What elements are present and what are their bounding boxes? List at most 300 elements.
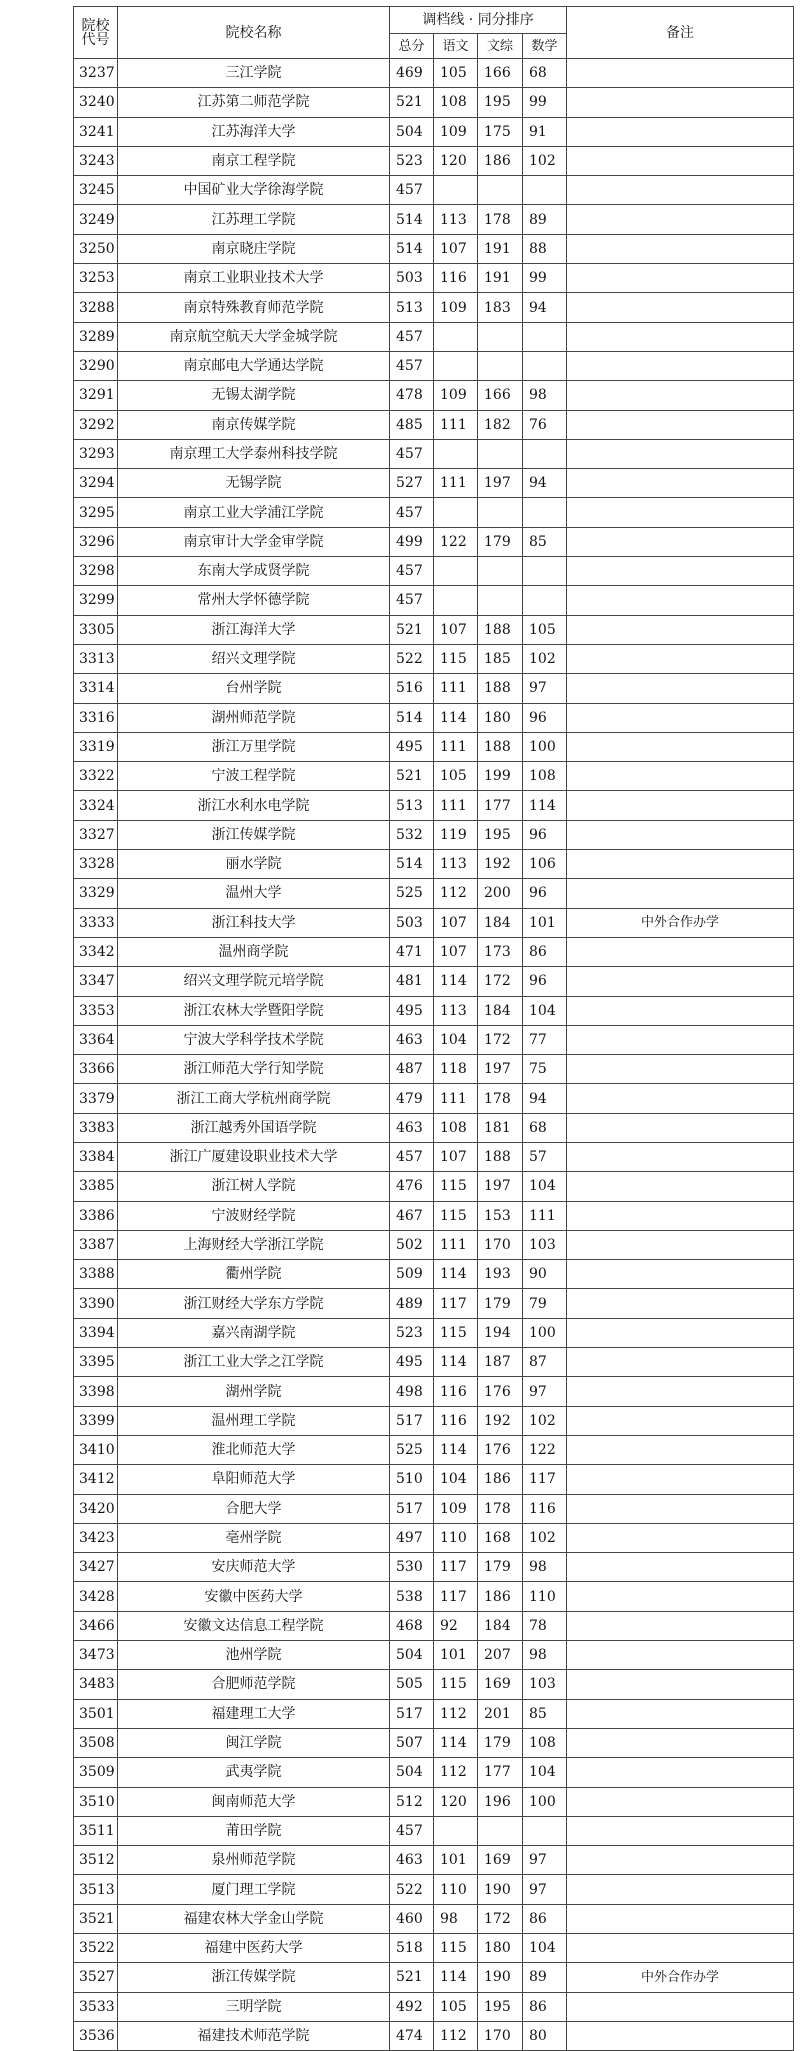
row-comprehensive: 166: [478, 381, 523, 410]
row-comprehensive: 199: [478, 762, 523, 791]
row-total: 479: [390, 1084, 434, 1113]
table-row: [74, 439, 794, 468]
row-name: 嘉兴南湖学院: [118, 1318, 390, 1347]
row-code: 3250: [74, 234, 118, 263]
row-chinese: 114: [434, 1728, 478, 1757]
table-row: [74, 1260, 794, 1289]
row-code: 3466: [74, 1611, 118, 1640]
row-math: 94: [523, 1084, 567, 1113]
row-comprehensive: 177: [478, 1758, 523, 1787]
row-name: 上海财经大学浙江学院: [118, 1230, 390, 1259]
row-chinese: 114: [434, 1260, 478, 1289]
row-math: [523, 439, 567, 468]
row-code: 3536: [74, 2021, 118, 2050]
row-code: 3237: [74, 59, 118, 88]
row-math: 103: [523, 1230, 567, 1259]
row-math: 110: [523, 1582, 567, 1611]
row-name: 浙江传媒学院: [118, 1963, 390, 1992]
row-total: 504: [390, 117, 434, 146]
row-chinese: 115: [434, 1934, 478, 1963]
row-chinese: 116: [434, 1377, 478, 1406]
row-math: 91: [523, 117, 567, 146]
table-row: [74, 879, 794, 908]
row-chinese: 107: [434, 908, 478, 937]
table-row: [74, 1758, 794, 1787]
row-name: 三江学院: [118, 59, 390, 88]
row-math: 104: [523, 1934, 567, 1963]
table-row: [74, 234, 794, 263]
row-name: 浙江广厦建设职业技术大学: [118, 1142, 390, 1171]
row-total: 538: [390, 1582, 434, 1611]
table-row: [74, 674, 794, 703]
table-row: [74, 1025, 794, 1054]
row-note: [567, 674, 794, 703]
row-math: 108: [523, 1728, 567, 1757]
row-total: 510: [390, 1465, 434, 1494]
row-chinese: 115: [434, 1172, 478, 1201]
table-row: [74, 1787, 794, 1816]
row-total: 527: [390, 469, 434, 498]
table-row: [74, 762, 794, 791]
row-comprehensive: 179: [478, 527, 523, 556]
row-note: [567, 1816, 794, 1845]
row-code: 3295: [74, 498, 118, 527]
row-total: 517: [390, 1494, 434, 1523]
header-math: 数学: [523, 34, 567, 59]
row-name: 江苏海洋大学: [118, 117, 390, 146]
row-name: 阜阳师范大学: [118, 1465, 390, 1494]
row-comprehensive: 195: [478, 88, 523, 117]
row-note: [567, 1787, 794, 1816]
row-code: 3291: [74, 381, 118, 410]
row-code: 3289: [74, 322, 118, 351]
row-chinese: 107: [434, 615, 478, 644]
row-comprehensive: 188: [478, 1142, 523, 1171]
row-total: 457: [390, 1816, 434, 1845]
row-note: [567, 1260, 794, 1289]
row-math: 76: [523, 410, 567, 439]
row-note: [567, 1142, 794, 1171]
row-chinese: 111: [434, 674, 478, 703]
row-code: 3412: [74, 1465, 118, 1494]
row-note: [567, 59, 794, 88]
row-comprehensive: 169: [478, 1670, 523, 1699]
row-chinese: 105: [434, 59, 478, 88]
row-total: 532: [390, 820, 434, 849]
row-note: [567, 1084, 794, 1113]
row-chinese: 119: [434, 820, 478, 849]
table-row: [74, 1934, 794, 1963]
row-chinese: 109: [434, 117, 478, 146]
row-total: 457: [390, 557, 434, 586]
row-chinese: 118: [434, 1055, 478, 1084]
table-row: [74, 1377, 794, 1406]
row-comprehensive: 180: [478, 1934, 523, 1963]
row-total: 504: [390, 1758, 434, 1787]
row-chinese: 101: [434, 1641, 478, 1670]
row-comprehensive: [478, 439, 523, 468]
row-name: 浙江师范大学行知学院: [118, 1055, 390, 1084]
row-math: 68: [523, 59, 567, 88]
row-name: 浙江农林大学暨阳学院: [118, 996, 390, 1025]
row-math: [523, 322, 567, 351]
row-name: 三明学院: [118, 1992, 390, 2021]
row-name: 温州大学: [118, 879, 390, 908]
row-name: 闽江学院: [118, 1728, 390, 1757]
row-chinese: 114: [434, 1435, 478, 1464]
header-chinese: 语文: [434, 34, 478, 59]
table-row: [74, 850, 794, 879]
row-name: 合肥大学: [118, 1494, 390, 1523]
row-total: 530: [390, 1553, 434, 1582]
table-row: [74, 1172, 794, 1201]
row-code: 3294: [74, 469, 118, 498]
row-note: [567, 1025, 794, 1054]
row-name: 南京审计大学金审学院: [118, 527, 390, 556]
header-code: [74, 7, 118, 59]
row-code: 3249: [74, 205, 118, 234]
table-row: [74, 498, 794, 527]
row-code: 3387: [74, 1230, 118, 1259]
row-note: [567, 1435, 794, 1464]
row-note: [567, 1699, 794, 1728]
row-name: 台州学院: [118, 674, 390, 703]
row-code: 3386: [74, 1201, 118, 1230]
row-code: 3390: [74, 1289, 118, 1318]
row-code: 3241: [74, 117, 118, 146]
row-name: 宁波财经学院: [118, 1201, 390, 1230]
row-total: 514: [390, 703, 434, 732]
table-row: [74, 732, 794, 761]
row-chinese: 107: [434, 234, 478, 263]
row-chinese: 115: [434, 1670, 478, 1699]
row-note: [567, 557, 794, 586]
row-total: 499: [390, 527, 434, 556]
table-body: [74, 59, 794, 2051]
table-row: [74, 1406, 794, 1435]
row-comprehensive: 207: [478, 1641, 523, 1670]
row-total: 504: [390, 1641, 434, 1670]
row-note: [567, 1553, 794, 1582]
row-code: 3501: [74, 1699, 118, 1728]
row-comprehensive: 170: [478, 2021, 523, 2050]
row-note: [567, 117, 794, 146]
row-note: [567, 1377, 794, 1406]
row-note: [567, 850, 794, 879]
row-math: [523, 351, 567, 380]
row-math: 103: [523, 1670, 567, 1699]
row-chinese: 104: [434, 1465, 478, 1494]
row-chinese: 116: [434, 1406, 478, 1435]
row-math: 97: [523, 1846, 567, 1875]
row-total: 474: [390, 2021, 434, 2050]
row-name: 福建技术师范学院: [118, 2021, 390, 2050]
row-math: 100: [523, 732, 567, 761]
row-total: 495: [390, 1348, 434, 1377]
table-row: [74, 1670, 794, 1699]
row-note: [567, 1992, 794, 2021]
row-total: 457: [390, 1142, 434, 1171]
row-math: 116: [523, 1494, 567, 1523]
row-note: [567, 439, 794, 468]
row-note: [567, 264, 794, 293]
row-total: 469: [390, 59, 434, 88]
row-note: [567, 2021, 794, 2050]
row-name: 东南大学成贤学院: [118, 557, 390, 586]
table-row: [74, 410, 794, 439]
row-note: [567, 732, 794, 761]
row-name: 丽水学院: [118, 850, 390, 879]
row-math: 57: [523, 1142, 567, 1171]
row-chinese: 112: [434, 2021, 478, 2050]
row-chinese: 117: [434, 1289, 478, 1318]
row-name: 安徽文达信息工程学院: [118, 1611, 390, 1640]
row-name: 合肥师范学院: [118, 1670, 390, 1699]
row-chinese: 107: [434, 937, 478, 966]
row-total: 463: [390, 1846, 434, 1875]
row-name: 浙江财经大学东方学院: [118, 1289, 390, 1318]
row-name: 南京晓庄学院: [118, 234, 390, 263]
row-math: 99: [523, 264, 567, 293]
row-note: [567, 293, 794, 322]
row-math: 96: [523, 820, 567, 849]
row-code: 3253: [74, 264, 118, 293]
row-name: 南京工业大学浦江学院: [118, 498, 390, 527]
row-comprehensive: 195: [478, 820, 523, 849]
row-chinese: 116: [434, 264, 478, 293]
row-name: 湖州师范学院: [118, 703, 390, 732]
row-math: 97: [523, 1875, 567, 1904]
row-note: [567, 1230, 794, 1259]
row-chinese: 117: [434, 1582, 478, 1611]
row-code: 3290: [74, 351, 118, 380]
row-note: [567, 615, 794, 644]
row-chinese: 112: [434, 1758, 478, 1787]
row-note: [567, 586, 794, 615]
row-chinese: 111: [434, 469, 478, 498]
row-math: 98: [523, 381, 567, 410]
table-row: [74, 1846, 794, 1875]
row-note: [567, 410, 794, 439]
row-math: 104: [523, 1758, 567, 1787]
table-row: [74, 1230, 794, 1259]
row-note: [567, 322, 794, 351]
row-note: [567, 498, 794, 527]
row-total: 521: [390, 1963, 434, 1992]
row-name: 南京工程学院: [118, 146, 390, 175]
row-comprehensive: 176: [478, 1377, 523, 1406]
row-total: 463: [390, 1025, 434, 1054]
table-row: [74, 615, 794, 644]
row-name: 浙江传媒学院: [118, 820, 390, 849]
table-row: [74, 1728, 794, 1757]
row-code: 3379: [74, 1084, 118, 1113]
row-note: [567, 1641, 794, 1670]
row-total: 521: [390, 615, 434, 644]
table-row: [74, 1963, 794, 1992]
row-total: 487: [390, 1055, 434, 1084]
row-note: [567, 234, 794, 263]
row-chinese: 108: [434, 1113, 478, 1142]
row-code: 3509: [74, 1758, 118, 1787]
row-code: 3347: [74, 967, 118, 996]
row-code: 3398: [74, 1377, 118, 1406]
table-row: [74, 644, 794, 673]
row-math: 85: [523, 527, 567, 556]
row-comprehensive: 182: [478, 410, 523, 439]
row-math: 99: [523, 88, 567, 117]
table-row: [74, 1055, 794, 1084]
row-name: 南京工业职业技术大学: [118, 264, 390, 293]
row-math: 117: [523, 1465, 567, 1494]
row-chinese: 92: [434, 1611, 478, 1640]
row-code: 3342: [74, 937, 118, 966]
row-name: 湖州学院: [118, 1377, 390, 1406]
row-chinese: 114: [434, 1963, 478, 1992]
row-name: 衢州学院: [118, 1260, 390, 1289]
row-total: 485: [390, 410, 434, 439]
row-name: 浙江科技大学: [118, 908, 390, 937]
row-total: 457: [390, 498, 434, 527]
row-name: 浙江越秀外国语学院: [118, 1113, 390, 1142]
header-code-line1: 院校: [81, 17, 110, 34]
header-total: 总分: [390, 34, 434, 59]
row-chinese: 104: [434, 1025, 478, 1054]
row-chinese: 107: [434, 1142, 478, 1171]
row-comprehensive: 186: [478, 1582, 523, 1611]
row-math: 102: [523, 146, 567, 175]
row-note: [567, 703, 794, 732]
row-math: 89: [523, 205, 567, 234]
row-chinese: 113: [434, 850, 478, 879]
row-total: 523: [390, 146, 434, 175]
row-comprehensive: 179: [478, 1553, 523, 1582]
table-row: [74, 967, 794, 996]
row-comprehensive: 178: [478, 1494, 523, 1523]
row-note: [567, 1494, 794, 1523]
row-note: [567, 1611, 794, 1640]
row-name: 池州学院: [118, 1641, 390, 1670]
row-math: 94: [523, 293, 567, 322]
row-note: [567, 1406, 794, 1435]
row-comprehensive: 195: [478, 1992, 523, 2021]
row-total: 468: [390, 1611, 434, 1640]
row-total: 517: [390, 1699, 434, 1728]
row-total: 457: [390, 439, 434, 468]
row-comprehensive: 201: [478, 1699, 523, 1728]
row-math: 101: [523, 908, 567, 937]
row-math: 104: [523, 1172, 567, 1201]
row-comprehensive: 181: [478, 1113, 523, 1142]
table-row: [74, 820, 794, 849]
row-note: [567, 146, 794, 175]
table-row: [74, 791, 794, 820]
table-row: [74, 351, 794, 380]
row-math: 87: [523, 1348, 567, 1377]
table-row: [74, 1992, 794, 2021]
row-code: 3527: [74, 1963, 118, 1992]
row-name: 浙江工业大学之江学院: [118, 1348, 390, 1377]
row-code: 3296: [74, 527, 118, 556]
row-math: 79: [523, 1289, 567, 1318]
row-chinese: 108: [434, 88, 478, 117]
row-chinese: 112: [434, 879, 478, 908]
row-total: 492: [390, 1992, 434, 2021]
row-note: [567, 381, 794, 410]
row-code: 3511: [74, 1816, 118, 1845]
row-name: 福建农林大学金山学院: [118, 1904, 390, 1933]
row-chinese: [434, 586, 478, 615]
row-math: [523, 586, 567, 615]
row-name: 温州理工学院: [118, 1406, 390, 1435]
row-name: 浙江万里学院: [118, 732, 390, 761]
table-row: [74, 1553, 794, 1582]
row-code: 3473: [74, 1641, 118, 1670]
row-comprehensive: 178: [478, 205, 523, 234]
row-comprehensive: 186: [478, 146, 523, 175]
row-code: 3240: [74, 88, 118, 117]
row-total: 457: [390, 586, 434, 615]
row-name: 南京传媒学院: [118, 410, 390, 439]
row-comprehensive: 191: [478, 264, 523, 293]
table-row: [74, 2021, 794, 2050]
row-total: 489: [390, 1289, 434, 1318]
row-chinese: [434, 1816, 478, 1845]
row-code: 3410: [74, 1435, 118, 1464]
row-note: [567, 351, 794, 380]
row-note: [567, 469, 794, 498]
table-row: [74, 908, 794, 937]
row-name: 南京特殊教育师范学院: [118, 293, 390, 322]
row-name: 浙江树人学院: [118, 1172, 390, 1201]
row-chinese: 98: [434, 1904, 478, 1933]
row-note: [567, 176, 794, 205]
row-total: 521: [390, 88, 434, 117]
row-code: 3298: [74, 557, 118, 586]
row-chinese: 120: [434, 1787, 478, 1816]
table-row: [74, 264, 794, 293]
row-code: 3510: [74, 1787, 118, 1816]
table-row: [74, 1465, 794, 1494]
row-comprehensive: 194: [478, 1318, 523, 1347]
row-name: 福建中医药大学: [118, 1934, 390, 1963]
row-code: 3399: [74, 1406, 118, 1435]
row-code: 3428: [74, 1582, 118, 1611]
row-math: 94: [523, 469, 567, 498]
row-math: 102: [523, 644, 567, 673]
row-note: [567, 88, 794, 117]
row-chinese: [434, 176, 478, 205]
table-row: [74, 205, 794, 234]
row-note: [567, 1172, 794, 1201]
row-note: [567, 996, 794, 1025]
row-chinese: 101: [434, 1846, 478, 1875]
table-row: [74, 176, 794, 205]
row-comprehensive: 180: [478, 703, 523, 732]
row-math: 104: [523, 996, 567, 1025]
row-total: 521: [390, 762, 434, 791]
row-name: 宁波工程学院: [118, 762, 390, 791]
row-note: [567, 791, 794, 820]
row-note: [567, 1465, 794, 1494]
row-code: 3333: [74, 908, 118, 937]
row-comprehensive: 193: [478, 1260, 523, 1289]
table-row: [74, 117, 794, 146]
table-row: [74, 1611, 794, 1640]
row-name: 亳州学院: [118, 1523, 390, 1552]
table-row: [74, 1142, 794, 1171]
row-math: 77: [523, 1025, 567, 1054]
